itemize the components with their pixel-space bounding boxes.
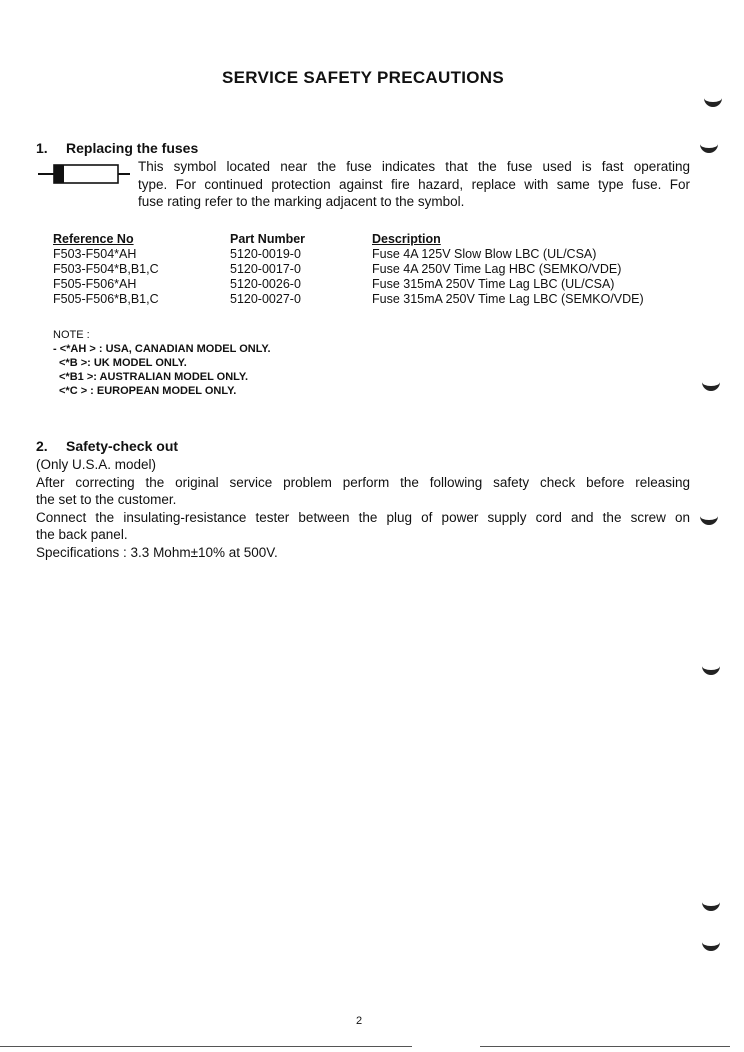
section-2-title: Safety-check out	[66, 438, 179, 454]
description-cell: Fuse 4A 125V Slow Blow LBC (UL/CSA)	[372, 247, 597, 261]
page-title: SERVICE SAFETY PRECAUTIONS	[221, 68, 505, 87]
bottom-divider	[480, 1046, 730, 1047]
binder-hole-mark	[702, 896, 720, 911]
fuse-text-line: fuse rating refer to the marking adjacent to the symbol.	[138, 194, 465, 209]
description-cell: Fuse 315mA 250V Time Lag LBC (SEMKO/VDE)	[372, 292, 644, 306]
model-notes	[53, 328, 271, 398]
safety-text-line: Connect the insulating-resistance tester between the plug of power supply cord and the screw on	[36, 509, 690, 525]
note-item: - <*AH > : USA, CANADIAN MODEL ONLY.	[53, 343, 271, 355]
table-row	[53, 247, 692, 262]
table-row	[53, 277, 692, 292]
description-cell: Fuse 4A 250V Time Lag HBC (SEMKO/VDE)	[372, 262, 622, 276]
fuse-reference-table	[53, 230, 692, 307]
section-2-heading	[36, 438, 178, 454]
binder-hole-mark	[702, 936, 720, 951]
reference-cell: F505-F506*AH	[53, 277, 137, 291]
reference-cell: F503-F504*B,B1,C	[53, 262, 159, 276]
column-header-description: Description	[372, 231, 441, 246]
safety-text-line: the set to the customer.	[36, 492, 177, 507]
part-number-cell: 5120-0019-0	[230, 247, 301, 261]
page-number: 2	[356, 1015, 363, 1027]
fuse-symbol-icon	[38, 162, 132, 186]
column-header-part-number: Part Number	[230, 231, 306, 246]
description-cell: Fuse 315mA 250V Time Lag LBC (UL/CSA)	[372, 277, 615, 291]
note-heading: NOTE :	[53, 329, 90, 341]
reference-cell: F505-F506*B,B1,C	[53, 292, 159, 306]
fuse-description	[138, 158, 690, 211]
binder-hole-mark	[700, 510, 718, 525]
part-number-cell: 5120-0026-0	[230, 277, 301, 291]
part-number-cell: 5120-0027-0	[230, 292, 301, 306]
safety-text-line: After correcting the original service problem perform the following safety check before releasing	[36, 474, 690, 490]
fuse-text-line: type. For continued protection against fire hazard, replace with same type fuse. For	[138, 176, 690, 192]
note-item: <*C > : EUROPEAN MODEL ONLY.	[59, 385, 237, 397]
binder-hole-mark	[700, 138, 718, 153]
bottom-divider	[0, 1046, 412, 1047]
safety-text-line: (Only U.S.A. model)	[36, 457, 157, 472]
section-1-heading	[36, 140, 198, 156]
table-row	[53, 262, 692, 277]
table-header-row	[53, 230, 692, 247]
fuse-text-line: This symbol located near the fuse indicates that the fuse used is fast operating	[138, 159, 690, 174]
binder-hole-mark	[704, 92, 722, 107]
part-number-cell: 5120-0017-0	[230, 262, 301, 276]
section-1-number: 1.	[36, 140, 48, 156]
section-2-number: 2.	[36, 438, 48, 454]
section-1-title: Replacing the fuses	[66, 140, 199, 156]
note-item: <*B1 >: AUSTRALIAN MODEL ONLY.	[59, 371, 249, 383]
binder-hole-mark	[702, 376, 720, 391]
reference-cell: F503-F504*AH	[53, 247, 137, 261]
safety-text-line: Specifications : 3.3 Mohm±10% at 500V.	[36, 544, 278, 560]
column-header-reference: Reference No	[53, 231, 134, 246]
safety-text-line: the back panel.	[36, 527, 128, 542]
safety-check-text	[36, 456, 690, 561]
table-row	[53, 292, 692, 307]
binder-hole-mark	[702, 660, 720, 675]
note-item: <*B >: UK MODEL ONLY.	[59, 357, 187, 369]
